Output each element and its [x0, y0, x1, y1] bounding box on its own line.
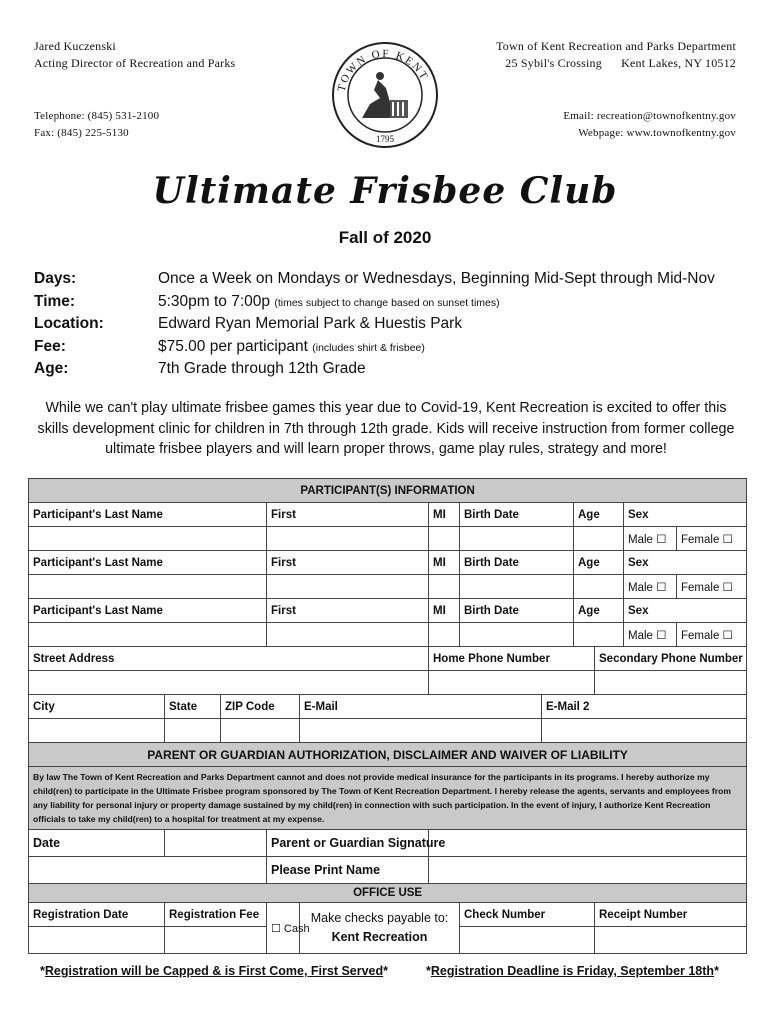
detail-value: 7th Grade through 12th Grade: [158, 360, 366, 377]
detail-label: Days:: [34, 270, 77, 287]
department-block: [496, 38, 736, 72]
female-checkbox[interactable]: Female ☐: [677, 575, 747, 599]
mi-field[interactable]: [429, 575, 460, 599]
checks-payable-label: Make checks payable to:: [310, 911, 449, 925]
registration-form: [28, 478, 747, 954]
label-age: Age: [574, 503, 624, 527]
detail-value: 5:30pm to 7:00p: [158, 292, 271, 310]
label-date: Date: [29, 830, 165, 857]
male-checkbox[interactable]: Male ☐: [624, 575, 677, 599]
detail-note: (times subject to change based on sunset times): [274, 296, 500, 309]
label-zip: ZIP Code: [221, 695, 300, 719]
birth-date-field[interactable]: [460, 527, 574, 551]
department-name: Town of Kent Recreation and Parks Department: [496, 39, 736, 53]
label-street-address: Street Address: [29, 647, 429, 671]
label-birth-date: Birth Date: [460, 599, 574, 623]
mi-field[interactable]: [429, 623, 460, 647]
label-last-name: Participant's Last Name: [29, 599, 267, 623]
director-name: Jared Kuczenski: [34, 39, 116, 53]
female-checkbox[interactable]: Female ☐: [677, 527, 747, 551]
birth-date-field[interactable]: [460, 623, 574, 647]
intro-paragraph: While we can't play ultimate frisbee games this year due to Covid-19, Kent Recreation is excited to offer this skills development clinic for children in 7th through 12th grade. Kids will receive instruction from former college ultimate frisbee players and will learn proper throws, game play rules, strategy and more!: [37, 400, 735, 457]
label-print-name: Please Print Name: [267, 857, 429, 884]
contact-block: [563, 108, 736, 142]
label-secondary-phone: Secondary Phone Number: [595, 647, 747, 671]
director-block: [34, 38, 235, 72]
checks-payable-note: [300, 903, 460, 954]
male-checkbox[interactable]: Male ☐: [624, 623, 677, 647]
label-check-number: Check Number: [460, 903, 595, 927]
label-registration-date: Registration Date: [29, 903, 165, 927]
detail-time: [34, 293, 715, 316]
birth-date-field[interactable]: [460, 575, 574, 599]
detail-note: (includes shirt & frisbee): [312, 341, 425, 354]
last-name-field[interactable]: [29, 527, 267, 551]
seal-text: TOWN OF KENT: [335, 47, 431, 93]
last-name-field[interactable]: [29, 575, 267, 599]
label-signature: Parent or Guardian Signature: [267, 830, 429, 857]
label-first: First: [267, 599, 429, 623]
blank-cell: [29, 857, 267, 884]
receipt-number-field[interactable]: [595, 927, 747, 954]
female-checkbox[interactable]: Female ☐: [677, 623, 747, 647]
age-field[interactable]: [574, 575, 624, 599]
seal-year: 1795: [376, 134, 394, 144]
mi-field[interactable]: [429, 527, 460, 551]
liability-waiver-text: By law The Town of Kent Recreation and Parks Department cannot and does not provide medical insurance for the participants in its programs. I hereby authorize my child(ren) to participate in the Ultimate Frisbee program sponsored by The Town of Kent Recreation Department. I hereby release the agents, servants and employees from any liability for personal injury or property damage sustained by my child(ren) in connection with such participation. In the event of injury, I authorize Kent Recreation officials to take my child(ren) to a hospital for treatment at my expense.: [29, 767, 747, 830]
fax: Fax: (845) 225-5130: [34, 127, 129, 139]
capacity-note: Registration will be Capped & is First Come, First Served: [44, 964, 384, 978]
program-details: [34, 270, 715, 383]
label-registration-fee: Registration Fee: [165, 903, 267, 927]
age-field[interactable]: [574, 527, 624, 551]
label-sex: Sex: [624, 599, 747, 623]
email-2-field[interactable]: [542, 719, 747, 743]
office-use-header: OFFICE USE: [29, 884, 747, 903]
male-checkbox[interactable]: Male ☐: [624, 527, 677, 551]
label-age: Age: [574, 551, 624, 575]
home-phone-field[interactable]: [429, 671, 595, 695]
label-mi: MI: [429, 599, 460, 623]
detail-fee: [34, 338, 715, 361]
detail-days: [34, 270, 715, 293]
label-first: First: [267, 551, 429, 575]
age-field[interactable]: [574, 623, 624, 647]
registration-fee-field[interactable]: [165, 927, 267, 954]
registration-date-field[interactable]: [29, 927, 165, 954]
detail-label: Fee:: [34, 337, 66, 355]
label-sex: Sex: [624, 503, 747, 527]
label-sex: Sex: [624, 551, 747, 575]
phone-block: [34, 108, 159, 142]
detail-location: [34, 315, 715, 338]
check-number-field[interactable]: [460, 927, 595, 954]
detail-age: [34, 360, 715, 383]
footer-right-note: *Registration Deadline is Friday, September 18th*: [426, 964, 719, 978]
detail-value: $75.00 per participant: [158, 337, 308, 355]
label-receipt-number: Receipt Number: [595, 903, 747, 927]
town-seal-logo: [330, 40, 440, 150]
webpage: Webpage: www.townofkentny.gov: [578, 127, 736, 139]
zip-field[interactable]: [221, 719, 300, 743]
label-mi: MI: [429, 551, 460, 575]
cash-checkbox[interactable]: ☐ Cash: [267, 903, 300, 954]
label-state: State: [165, 695, 221, 719]
detail-value: Edward Ryan Memorial Park & Huestis Park: [158, 315, 463, 332]
label-birth-date: Birth Date: [460, 503, 574, 527]
secondary-phone-field[interactable]: [595, 671, 747, 695]
city-field[interactable]: [29, 719, 165, 743]
state-field[interactable]: [165, 719, 221, 743]
detail-label: Location:: [34, 315, 104, 332]
label-age: Age: [574, 599, 624, 623]
label-city: City: [29, 695, 165, 719]
label-mi: MI: [429, 503, 460, 527]
detail-label: Time:: [34, 292, 76, 310]
date-field[interactable]: [165, 830, 267, 857]
email-address: Email: recreation@townofkentny.gov: [563, 110, 736, 122]
first-name-field[interactable]: [267, 527, 429, 551]
last-name-field[interactable]: [29, 623, 267, 647]
footer-left-note: *Registration will be Capped & is First Come, First Served*: [40, 964, 389, 978]
deadline-note: Registration Deadline is Friday, September 18th: [430, 964, 715, 978]
first-name-field[interactable]: [267, 623, 429, 647]
label-birth-date: Birth Date: [460, 551, 574, 575]
label-last-name: Participant's Last Name: [29, 551, 267, 575]
label-email-2: E-Mail 2: [542, 695, 747, 719]
first-name-field[interactable]: [267, 575, 429, 599]
street-address-field[interactable]: [29, 671, 429, 695]
label-email: E-Mail: [300, 695, 542, 719]
director-title: Acting Director of Recreation and Parks: [34, 56, 236, 70]
email-field[interactable]: [300, 719, 542, 743]
telephone: Telephone: (845) 531-2100: [34, 110, 160, 122]
page-title: Ultimate Frisbee Club: [152, 170, 618, 212]
season-subtitle: Fall of 2020: [338, 228, 432, 247]
payee-name: Kent Recreation: [331, 930, 428, 944]
participants-header: PARTICIPANT(S) INFORMATION: [29, 479, 747, 503]
department-address: 25 Sybil's Crossing Kent Lakes, NY 10512: [505, 56, 736, 70]
label-home-phone: Home Phone Number: [429, 647, 595, 671]
signature-field[interactable]: [429, 830, 747, 857]
label-first: First: [267, 503, 429, 527]
detail-label: Age:: [34, 360, 69, 377]
detail-value: Once a Week on Mondays or Wednesdays, Beginning Mid-Sept through Mid-Nov: [158, 270, 715, 287]
print-name-field[interactable]: [429, 857, 747, 884]
label-last-name: Participant's Last Name: [29, 503, 267, 527]
authorization-header: PARENT OR GUARDIAN AUTHORIZATION, DISCLAIMER AND WAIVER OF LIABILITY: [29, 743, 747, 767]
